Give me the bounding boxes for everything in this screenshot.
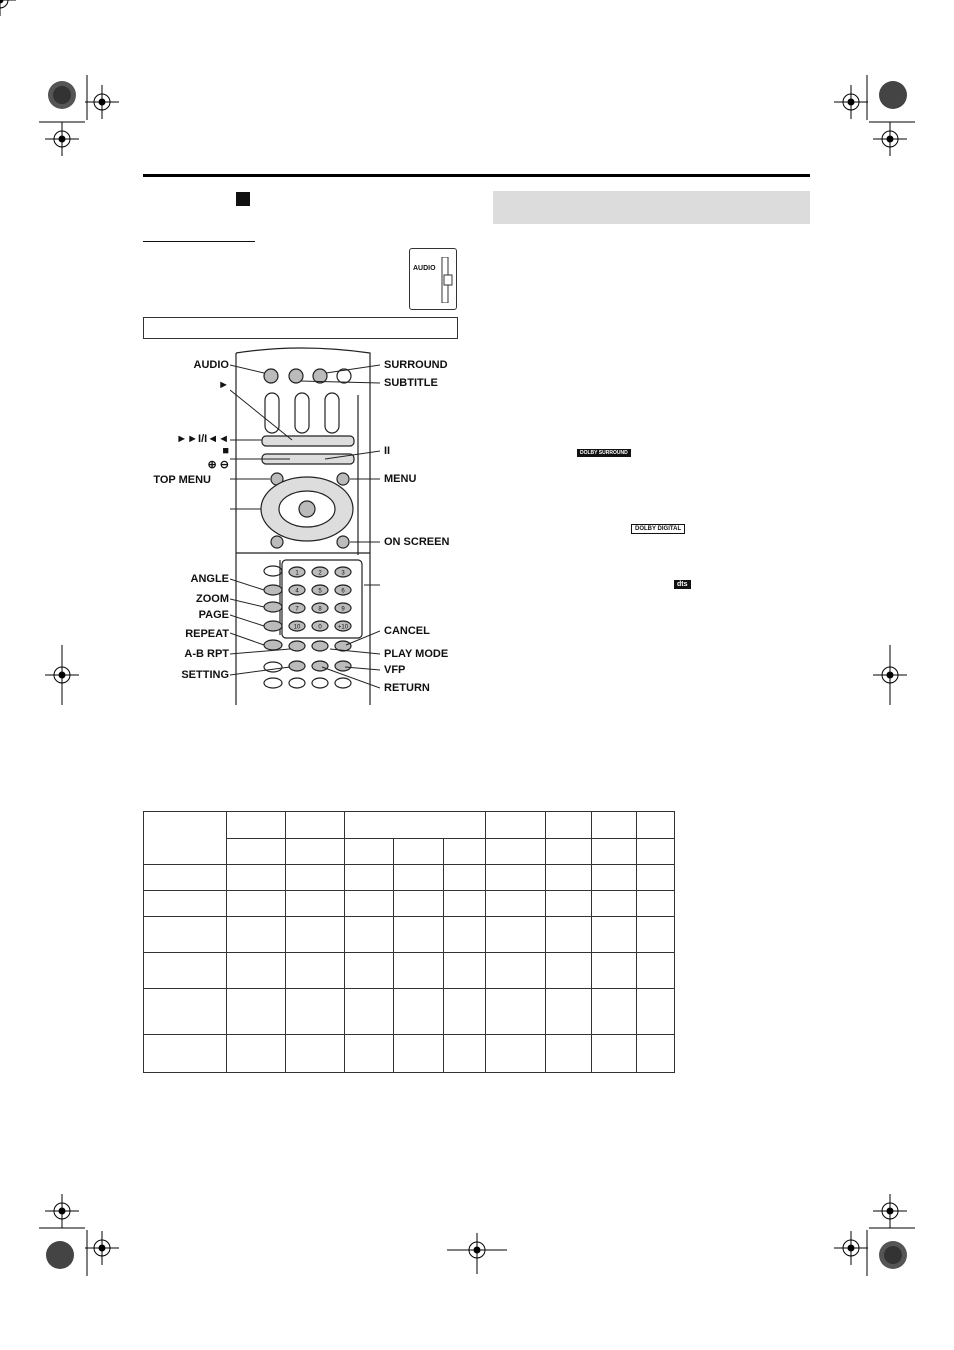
label-on-screen: ON SCREEN (384, 536, 450, 548)
label-plus-minus: ⊕ ⊖ (207, 459, 229, 471)
remote-control-illustration (230, 345, 380, 705)
numpad-key-label: 6 (341, 588, 345, 595)
label-surround: SURROUND (384, 359, 448, 371)
label-repeat: REPEAT (185, 628, 229, 640)
label-return: RETURN (384, 682, 430, 694)
numpad-key-label: 10 (293, 624, 301, 631)
section-header-bar (493, 191, 810, 224)
numpad-key-label: 5 (318, 588, 322, 595)
numpad-key-label: 8 (318, 606, 322, 613)
numpad-key-label: 7 (295, 606, 299, 613)
audio-tab-label: AUDIO (413, 265, 436, 272)
label-vfp: VFP (384, 664, 406, 676)
label-cancel: CANCEL (384, 625, 430, 637)
numpad-key-label: 1 (295, 570, 299, 577)
numpad-key-label: 3 (341, 570, 345, 577)
label-stop: ■ (222, 445, 229, 457)
label-pause: II (384, 445, 391, 457)
numpad-key-label: +10 (337, 624, 349, 631)
audio-switch-illustration (409, 248, 457, 310)
label-zoom: ZOOM (196, 593, 229, 605)
slide-switch-icon (438, 257, 454, 303)
label-skip: ►►I/I◄◄ (176, 433, 229, 445)
label-play: ► (218, 379, 229, 391)
header-rule (143, 174, 810, 177)
feature-table (143, 811, 675, 1073)
label-ab-rpt: A-B RPT (184, 648, 229, 660)
numpad-key-label: 0 (318, 624, 322, 631)
label-menu: MENU (384, 473, 417, 485)
label-subtitle: SUBTITLE (384, 377, 438, 389)
label-play-mode: PLAY MODE (384, 648, 449, 660)
dolby-digital-logo: DOLBY DIGITAL (631, 524, 685, 534)
numpad-key-label: 2 (318, 570, 322, 577)
dts-logo: dts (674, 580, 691, 589)
dolby-surround-logo: DOLBY SURROUND (577, 449, 631, 457)
numpad-key-label: 4 (295, 588, 299, 595)
label-page: PAGE (198, 609, 229, 621)
label-audio: AUDIO (193, 359, 229, 371)
label-angle: ANGLE (190, 573, 229, 585)
stop-symbol-icon (236, 192, 250, 206)
remote-mode-strip (143, 317, 458, 339)
subheading-underline (143, 241, 255, 242)
label-setting: SETTING (181, 669, 229, 681)
label-top-menu: TOP MENU (153, 474, 211, 486)
numpad-key-label: 9 (341, 606, 345, 613)
